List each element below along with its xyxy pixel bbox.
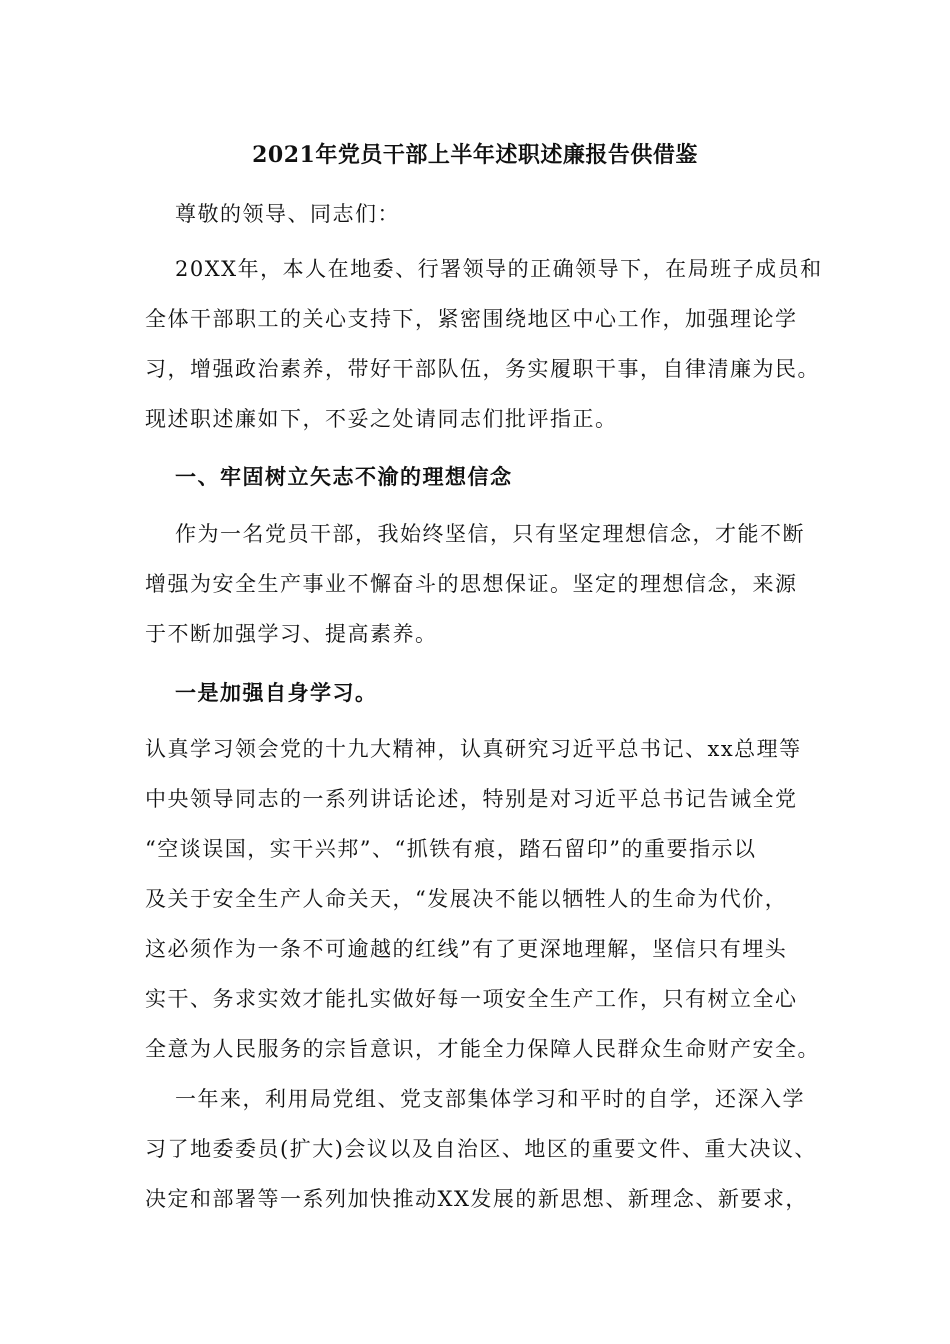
para3-line-1: 认真学习领会党的十九大精神，认真研究习近平总书记、xx总理等	[145, 737, 802, 761]
para1-line-2: 全体干部职工的关心支持下，紧密围绕地区中心工作，加强理论学	[145, 307, 798, 331]
para2-line-2: 增强为安全生产事业不懈奋斗的思想保证。坚定的理想信念，来源	[145, 572, 798, 596]
greeting: 尊敬的领导、同志们：	[175, 202, 400, 226]
para3-line-3: “空谈误国，实干兴邦”、“抓铁有痕，踏石留印”的重要指示以	[145, 837, 757, 861]
para1-line-4: 现述职述廉如下，不妥之处请同志们批评指正。	[145, 407, 618, 431]
para4-line-1: 一年来，利用局党组、党支部集体学习和平时的自学，还深入学	[175, 1087, 805, 1111]
para1-line-3: 习，增强政治素养，带好干部队伍，务实履职干事，自律清廉为民。	[145, 357, 820, 381]
para2-line-3: 于不断加强学习、提高素养。	[145, 622, 438, 646]
document-title: 2021年党员干部上半年述职述廉报告供借鉴	[252, 142, 698, 168]
section-heading-1: 一、牢固树立矢志不渝的理想信念	[175, 464, 513, 489]
para3-line-7: 全意为人民服务的宗旨意识，才能全力保障人民群众生命财产安全。	[145, 1037, 820, 1061]
para1-line-1: 20XX年，本人在地委、行署领导的正确领导下，在局班子成员和	[175, 257, 823, 281]
para2-line-1: 作为一名党员干部，我始终坚信，只有坚定理想信念，才能不断	[175, 522, 805, 546]
para3-line-5: 这必须作为一条不可逾越的红线”有了更深地理解，坚信只有埋头	[145, 937, 788, 961]
para3-line-2: 中央领导同志的一系列讲话论述，特别是对习近平总书记告诫全党	[145, 787, 798, 811]
para3-line-6: 实干、务求实效才能扎实做好每一项安全生产工作，只有树立全心	[145, 987, 798, 1011]
para4-line-2: 习了地委委员(扩大)会议以及自治区、地区的重要文件、重大决议、	[145, 1137, 817, 1161]
section-heading-2: 一是加强自身学习。	[175, 680, 378, 705]
para3-line-4: 及关于安全生产人命关天，“发展决不能以牺牲人的生命为代价，	[145, 887, 788, 911]
para4-line-3: 决定和部署等一系列加快推动XX发展的新思想、新理念、新要求，	[145, 1187, 808, 1211]
